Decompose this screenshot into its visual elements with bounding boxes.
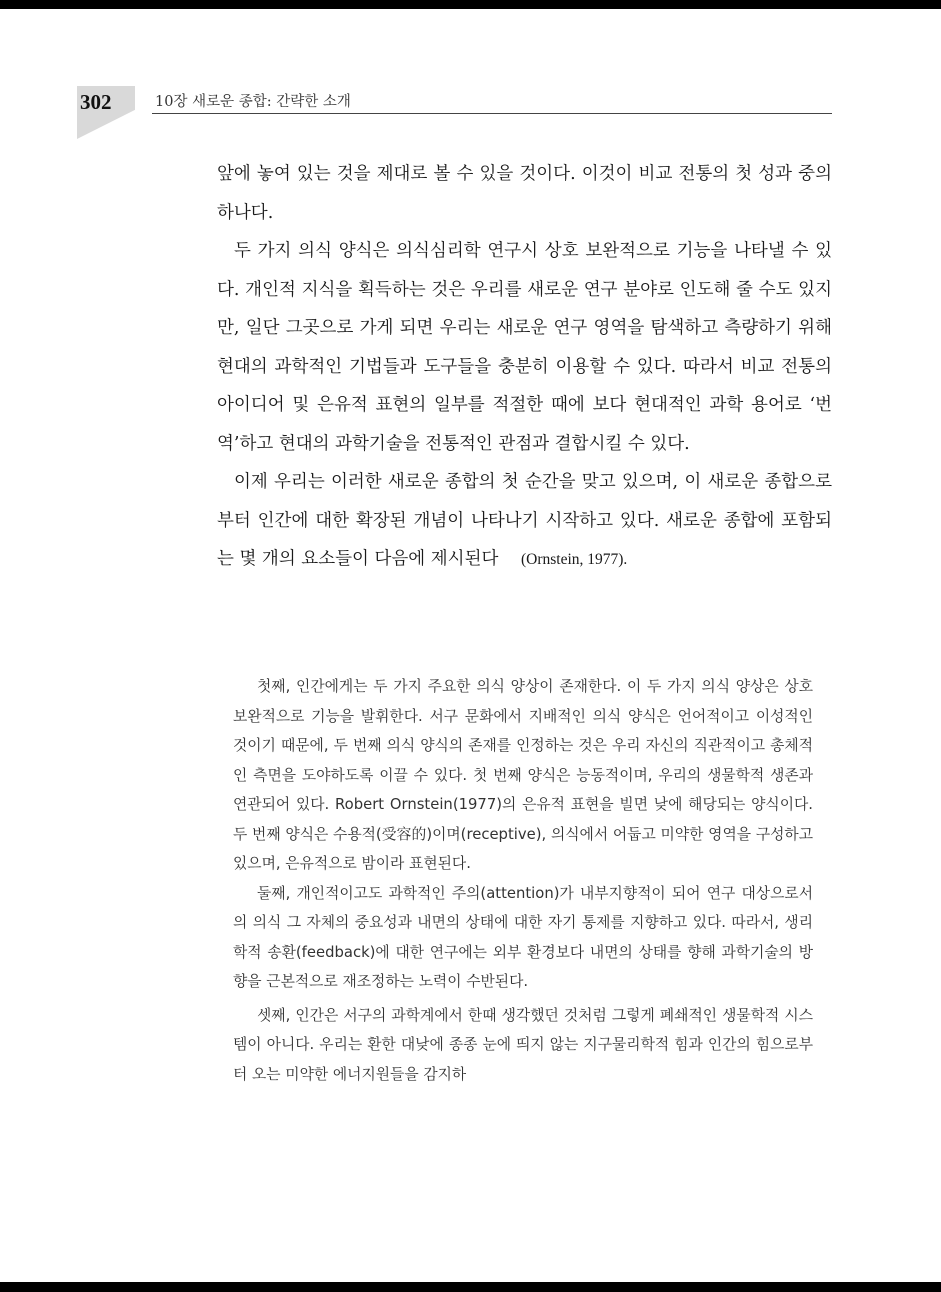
page-number: 302	[80, 90, 112, 114]
quote-paragraph-2: 둘째, 개인적이고도 과학적인 주의(attention)가 내부지향적이 되어 연구 대상으로서의 의식 그 자체의 중요성과 내면의 상태에 대한 자기 통제를 지향하고 있다. 따라서, 생리학적 송환(feedback)에 대한 연구에는 외부 환경보다 내면의 상태를 향해 과학기술의 방향을 근본적으로 재조정하는 노력이 수반된다.	[233, 884, 813, 990]
header-rule	[152, 113, 832, 114]
top-border	[0, 0, 941, 9]
bottom-border	[0, 1282, 941, 1292]
paragraph-3-text: 이제 우리는 이러한 새로운 종합의 첫 순간을 맞고 있으며, 이 새로운 종합으로부터 인간에 대한 확장된 개념이 나타나기 시작하고 있다. 새로운 종합에 포함되는 몇 개의 요소들이 다음에 제시된다	[217, 472, 832, 569]
main-body-text	[217, 155, 832, 580]
citation: (Ornstein, 1977).	[520, 551, 628, 568]
paragraph-2: 두 가지 의식 양식은 의식심리학 연구시 상호 보완적으로 기능을 나타낼 수 있다. 개인적 지식을 획득하는 것은 우리를 새로운 연구 분야로 인도해 줄 수도 있지만, 일단 그곳으로 가게 되면 우리는 새로운 연구 영역을 탐색하고 측량하기 위해 현대의 과학적인 기법들과 도구들을 충분히 이용할 수 있다. 따라서 비교 전통의 아이디어 및 은유적 표현의 일부를 적절한 때에 보다 현대적인 과학 용어로 ‘번역’하고 현대의 과학기술을 전통적인 관점과 결합시킬 수 있다.	[217, 241, 832, 454]
running-head: 10장 새로운 종합: 간략한 소개	[155, 94, 351, 110]
block-quote	[233, 672, 813, 1089]
quote-paragraph-1: 첫째, 인간에게는 두 가지 주요한 의식 양상이 존재한다. 이 두 가지 의식 양상은 상호 보완적으로 기능을 발휘한다. 서구 문화에서 지배적인 의식 양식은 언어적이고 이성적인 것이기 때문에, 두 번째 의식 양식의 존재를 인정하는 것은 우리 자신의 직관적이고 총체적인 측면을 도야하도록 이끌 수 있다. 첫 번째 양식은 능동적이며, 우리의 생물학적 생존과 연관되어 있다. Robert Ornstein(1977)의 은유적 표현을 빌면 낮에 해당되는 양식이다. 두 번째 양식은 수용적(受容的)이며(receptive), 의식에서 어둡고 미약한 영역을 구성하고 있으며, 은유적으로 밤이라 표현된다.	[233, 678, 813, 872]
paragraph-3	[217, 463, 832, 580]
paragraph-1: 앞에 놓여 있는 것을 제대로 볼 수 있을 것이다. 이것이 비교 전통의 첫 성과 중의 하나다.	[217, 164, 832, 223]
quote-paragraph-3: 셋째, 인간은 서구의 과학계에서 한때 생각했던 것처럼 그렇게 폐쇄적인 생물학적 시스템이 아니다. 우리는 환한 대낮에 종종 눈에 띄지 않는 지구물리학적 힘과 인간의 힘으로부터 오는 미약한 에너지원들을 감지하	[233, 1006, 813, 1083]
